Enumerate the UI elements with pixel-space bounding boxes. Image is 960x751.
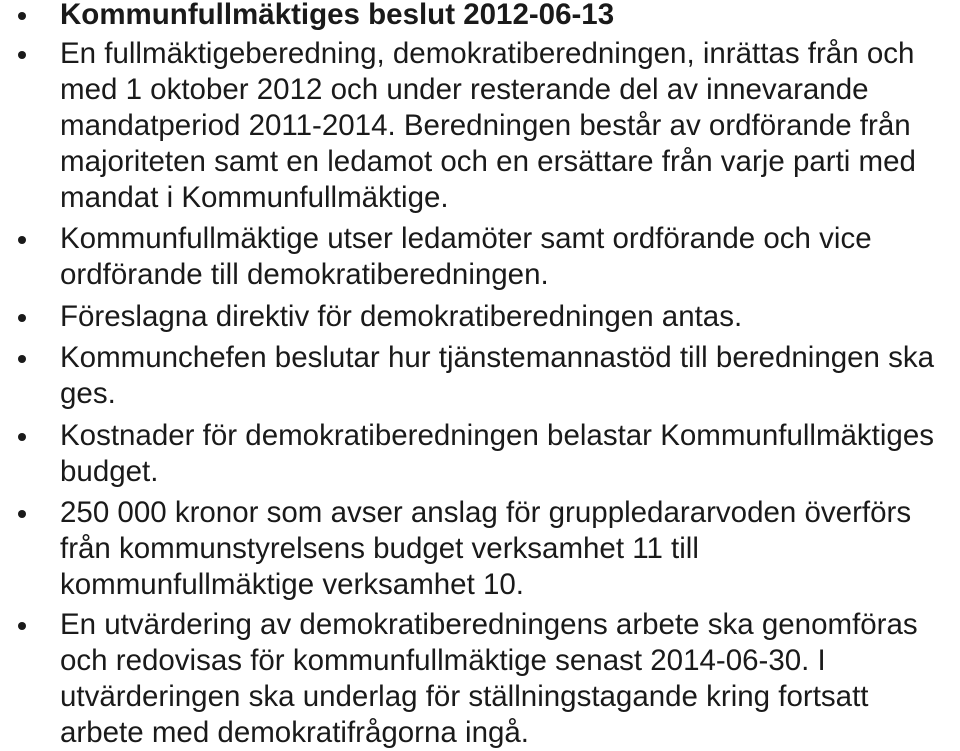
bullet-text: Kommunchefen beslutar hur tjänstemannastöd till beredningen ska ges. — [60, 341, 935, 410]
bullet-text: Kostnader för demokratiberedningen belastar Kommunfullmäktiges budget. — [60, 419, 934, 488]
bullet-text: Kommunfullmäktige utser ledamöter samt ordförande och vice ordförande till demokratiberedningen. — [60, 222, 872, 291]
bullet-icon — [18, 433, 26, 441]
bullet-icon — [18, 12, 26, 20]
bullet-item-heading — [0, 0, 960, 33]
bullet-icon — [18, 622, 26, 630]
bullet-item — [0, 607, 960, 751]
bullet-item — [0, 36, 960, 216]
bullet-icon — [18, 51, 26, 59]
bullet-icon — [18, 355, 26, 363]
bullet-item — [0, 418, 960, 490]
bullet-icon — [18, 510, 26, 518]
bullet-icon — [18, 236, 26, 244]
bullet-item — [0, 221, 960, 293]
bullet-item — [0, 299, 960, 335]
heading-text: Kommunfullmäktiges beslut 2012-06-13 — [60, 0, 615, 31]
bullet-item — [0, 340, 960, 412]
bullet-item — [0, 495, 960, 603]
bullet-text: En utvärdering av demokratiberedningens arbete ska genomföras och redovisas för kommunfullmäktige senast 2014-06-30. I utvärderingen ska underlag för ställningstagande kring fortsatt arbete med demokratifrågorna ingå. — [60, 608, 918, 749]
bullet-text: En fullmäktigeberedning, demokratiberedningen, inrättas från och med 1 oktober 2012 och under resterande del av innevarande mandatperiod 2011-2014. Beredningen består av ordförande från majoriteten samt en ledamot och en ersättare från varje parti med mandat i Kommunfullmäktige. — [60, 37, 916, 214]
bullet-text: Föreslagna direktiv för demokratiberedningen antas. — [60, 300, 743, 333]
bullet-icon — [18, 314, 26, 322]
bullet-text: 250 000 kronor som avser anslag för gruppledararvoden överförs från kommunstyrelsens budget verksamhet 11 till kommunfullmäktige verksamhet 10. — [60, 496, 912, 601]
